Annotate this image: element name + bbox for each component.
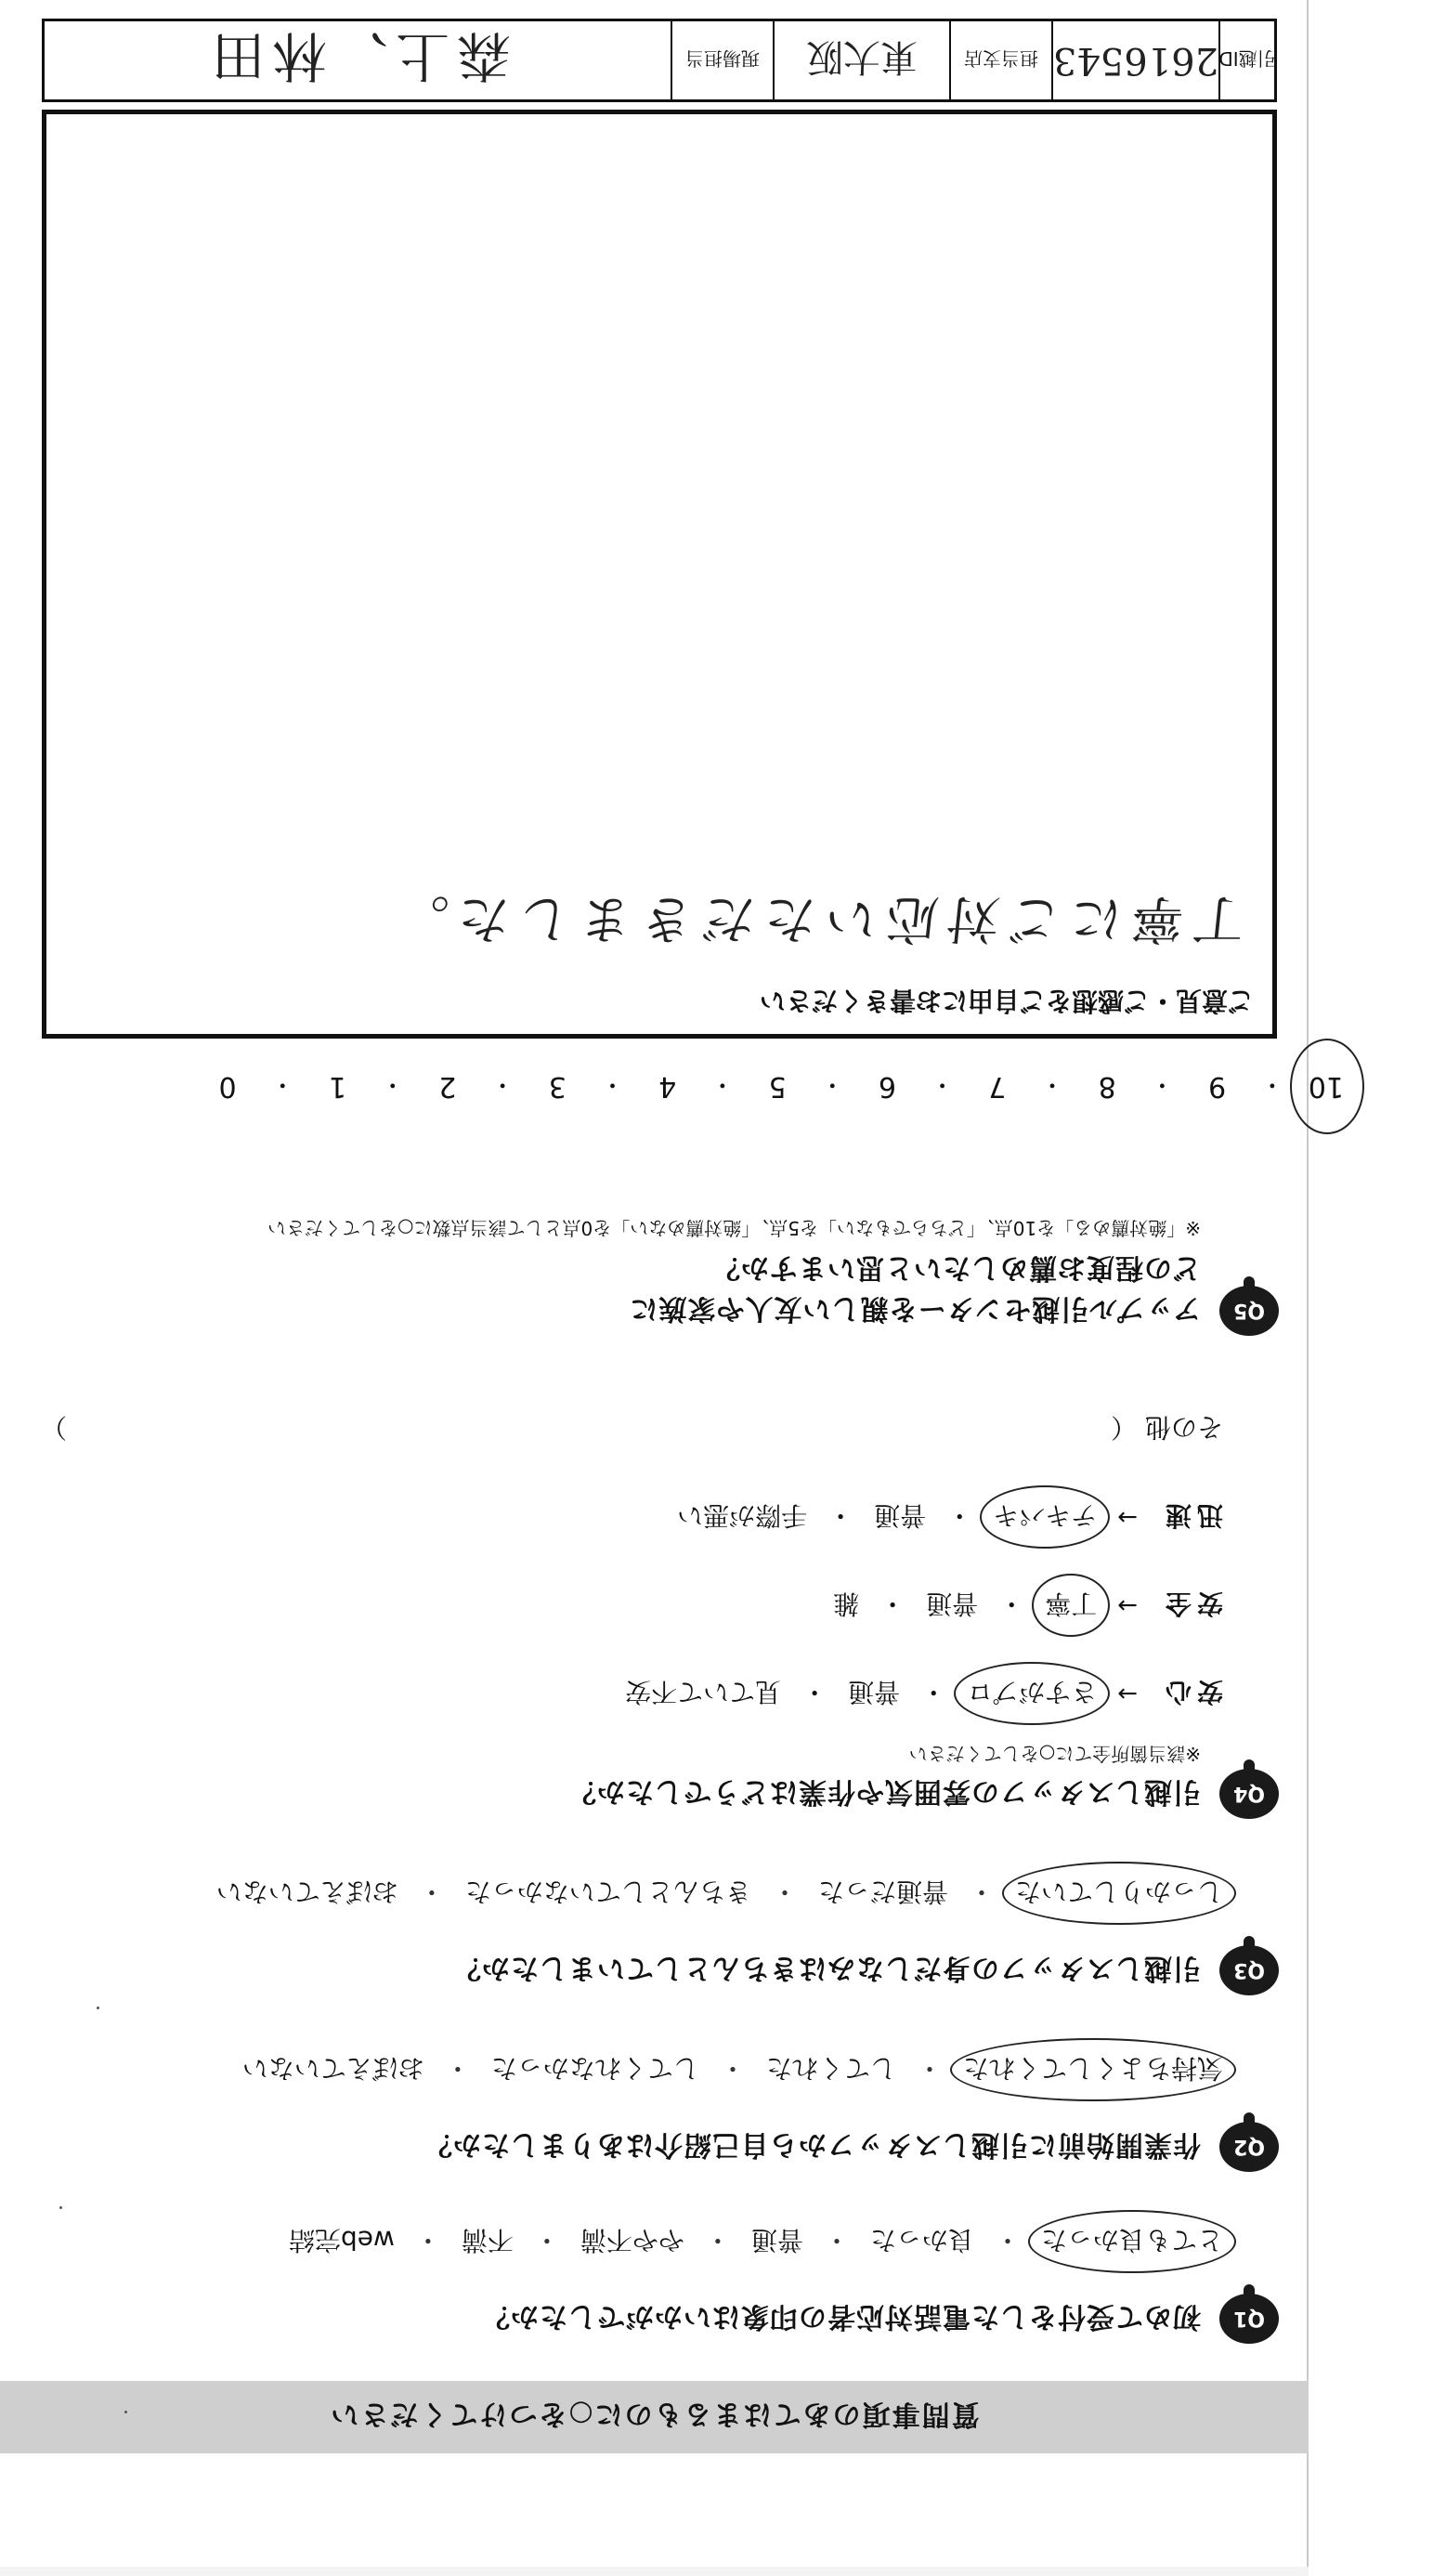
q1-option-slightly-dissatisfied[interactable]: やや不満 [580, 2225, 684, 2256]
branch-label-text: 担当支店 [964, 47, 1038, 71]
scan-speck [97, 2007, 99, 2009]
branch-value-text: 東大阪 [806, 35, 918, 79]
q4-note: ※該当箇所全てに○をしてください [908, 1743, 1201, 1765]
q5-text-line2: どの程度お薦めしたいと思いますか？ [711, 1251, 1201, 1284]
q4-row-relief: 安心 → さすがプロ ・ 普通 ・ 見ていて不安 [625, 1675, 1223, 1712]
q4-row-speed: 迅速 → テキパキ ・ 普通 ・ 手際が悪い [677, 1498, 1223, 1536]
q4-row-safety: 安全 → 丁寧 ・ 普通 ・ 雑 [833, 1587, 1223, 1624]
q4-safety-option-rough[interactable]: 雑 [833, 1589, 860, 1619]
q3-options: しっかりしていた ・ 普通だった ・ きちんとしていなかった ・ おぼえていない [216, 1875, 1223, 1912]
q3-option-not-neat[interactable]: きちんとしていなかった [464, 1876, 751, 1907]
score-6[interactable]: 6 [878, 1070, 896, 1103]
branch-label [949, 21, 1051, 99]
scan-speck [124, 2411, 127, 2413]
score-5[interactable]: 5 [768, 1070, 787, 1103]
score-4[interactable]: 4 [658, 1070, 677, 1103]
q2-option-yes[interactable]: してくれた [765, 2053, 896, 2084]
score-2[interactable]: 2 [438, 1070, 457, 1103]
q2-text: 作業開始前に引越しスタッフから自己紹介はありましたか？ [423, 2128, 1201, 2161]
branch-value [773, 21, 949, 99]
score-8[interactable]: 8 [1098, 1070, 1116, 1103]
scan-speck [59, 2206, 62, 2209]
move-id-label-text: 引越ID [1218, 47, 1276, 71]
q1-badge-label: Q1 [1233, 2307, 1266, 2331]
q4-category-relief: 安心 [1159, 1677, 1223, 1707]
q4-other-open-paren: （ [1111, 1412, 1138, 1443]
crew-value [45, 21, 671, 99]
comment-handwritten-text: 丁寧にご対応いただきました。 [384, 888, 1248, 948]
scan-edge-strip [0, 2567, 1309, 2576]
q4-arrow-relief: → [1117, 1680, 1138, 1707]
instruction-bar [0, 2381, 1309, 2453]
q4-speed-option-brisk[interactable]: テキパキ [993, 1498, 1097, 1536]
comment-label: ご意見・ご感想をご自由にお書きください [759, 986, 1254, 1016]
q3-option-neat[interactable]: しっかりしていた [1015, 1875, 1223, 1912]
q1-options: とても良かった ・ 良かった ・ 普通 ・ やや不満 ・ 不満 ・ web完結 [289, 2223, 1223, 2260]
q4-badge [1219, 1769, 1279, 1819]
score-10[interactable]: 10 [1308, 1070, 1344, 1103]
q4-relief-option-pro[interactable]: さすがプロ [967, 1675, 1097, 1712]
score-7[interactable]: 7 [988, 1070, 1007, 1103]
q5-badge [1219, 1286, 1279, 1336]
q2-option-dont-remember[interactable]: おぼえていない [241, 2053, 424, 2084]
crew-label-text: 現場担当 [685, 47, 760, 71]
crew-label [671, 21, 773, 99]
crew-value-text: 森上、林田 [204, 24, 512, 87]
q3-option-normal[interactable]: 普通だった [817, 1876, 948, 1907]
q4-arrow-speed: → [1117, 1503, 1138, 1531]
q4-other-label: その他 [1144, 1412, 1223, 1443]
q4-text: 引越しスタッフの雰囲気や作業はどうでしたか？ [567, 1775, 1201, 1808]
q2-option-no[interactable]: してくれなかった [490, 2053, 699, 2084]
q4-category-safety: 安全 [1159, 1589, 1223, 1619]
q4-relief-option-uneasy[interactable]: 見ていて不安 [625, 1677, 782, 1707]
score-9[interactable]: 9 [1208, 1070, 1227, 1103]
q1-option-good[interactable]: 良かった [869, 2225, 974, 2256]
q4-badge-label: Q4 [1233, 1782, 1266, 1806]
q4-other-row [40, 1410, 1223, 1447]
q2-option-gladly[interactable]: 気持ちよくしてくれた [963, 2051, 1223, 2088]
q1-text: 初めて受付をした電話対応者の印象はいかがでしたか？ [481, 2300, 1201, 2333]
q3-badge-label: Q3 [1233, 1958, 1266, 1982]
instruction-text: 質問事項のあてはまるものに○をつけてください [329, 2398, 980, 2430]
q5-score-scale: 10 ・ 9 ・ 8 ・ 7 ・ 6 ・ 5 ・ 4 ・ 3 ・ 2 ・ 1 ・ 0 [211, 1069, 1344, 1104]
q4-safety-option-careful[interactable]: 丁寧 [1045, 1587, 1097, 1624]
q1-option-web[interactable]: web完結 [288, 2225, 395, 2256]
q3-text: 引越しスタッフの身だしなみはきちんとしていましたか？ [452, 1952, 1201, 1984]
q4-arrow-safety: → [1117, 1591, 1138, 1619]
q1-option-very-good[interactable]: とても良かった [1041, 2223, 1223, 2260]
q5-text-line1: アップル引越センターを親しい友人や家族に [629, 1292, 1201, 1325]
q1-badge [1219, 2294, 1279, 2344]
q4-other-close-paren: ） [40, 1412, 67, 1443]
q5-note: ※「絶対薦める」を10点、「どちらでもない」を5点、「絶対薦めない」を0点として該当点数に○をしてください [267, 1217, 1201, 1239]
info-table [42, 19, 1277, 102]
q4-safety-option-normal[interactable]: 普通 [926, 1589, 979, 1619]
q2-badge-label: Q2 [1233, 2135, 1266, 2159]
q2-options: 気持ちよくしてくれた ・ してくれた ・ してくれなかった ・ おぼえていない [242, 2051, 1223, 2088]
move-id-value-text: 2616543 [1052, 39, 1219, 82]
q3-option-dont-remember[interactable]: おぼえていない [215, 1876, 398, 1907]
score-3[interactable]: 3 [548, 1070, 567, 1103]
q4-speed-option-normal[interactable]: 普通 [874, 1500, 927, 1531]
q3-badge [1219, 1945, 1279, 1995]
q2-badge [1219, 2122, 1279, 2172]
q4-category-speed: 迅速 [1159, 1500, 1223, 1531]
move-id-value [1051, 21, 1218, 99]
score-1[interactable]: 1 [328, 1070, 347, 1103]
score-0[interactable]: 0 [218, 1070, 237, 1103]
comment-box[interactable] [42, 110, 1277, 1039]
q1-option-normal[interactable]: 普通 [750, 2225, 803, 2256]
move-id-label [1218, 21, 1274, 99]
scan-edge-line [1307, 0, 1309, 2576]
q1-option-dissatisfied[interactable]: 不満 [461, 2225, 514, 2256]
q4-speed-option-clumsy[interactable]: 手際が悪い [677, 1500, 808, 1531]
q4-relief-option-normal[interactable]: 普通 [848, 1677, 901, 1707]
q5-badge-label: Q5 [1233, 1299, 1266, 1323]
